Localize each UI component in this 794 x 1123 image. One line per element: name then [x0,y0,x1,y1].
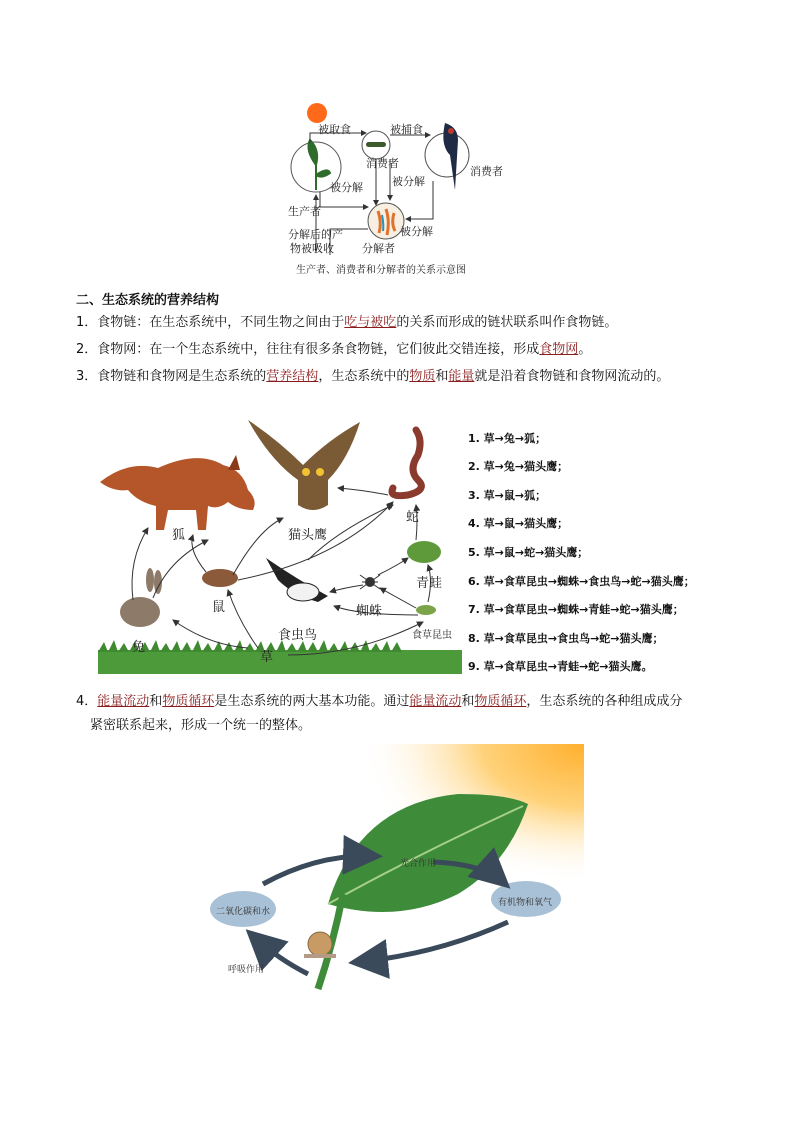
grass-icon [98,650,462,674]
label-organic-oxygen: 有机物和氧气 [498,898,553,908]
label-bird: 食虫鸟 [278,628,318,643]
p3-term-3: 能量 [448,369,475,384]
chain-item: 8. 草→食草昆虫→食虫鸟→蛇→猫头鹰； [468,632,664,645]
label-captured: 被捕食 [390,123,423,136]
p4-term-2: 物质循环 [162,694,215,709]
p3-term-2: 物质 [409,369,436,384]
section-heading: 二、生态系统的营养结构 [76,293,220,308]
label-insect: 食草昆虫 [412,630,452,641]
p2-num: 2． [76,342,98,357]
p1-term: 吃与被吃 [344,315,397,330]
rat-icon [202,569,238,587]
p3-text-b: ，生态系统中的 [318,369,410,384]
label-snake: 蛇 [406,510,420,525]
sun-icon [307,103,327,123]
p3-text-a: 食物链和食物网是生态系统的 [97,369,267,384]
label-owl: 猫头鹰 [288,528,328,543]
spider-icon [360,575,380,589]
label-consumer-small: 消费者 [366,157,399,170]
label-producer: 生产者 [288,205,321,218]
plant-icon [308,140,330,190]
p2-term: 食物网 [539,342,579,357]
label-decomposed-3: 被分解 [400,225,433,238]
paragraph-3 [76,368,669,386]
p2-text-a: 食物网：在一个生态系统中，往往有很多条食物链，它们彼此交错连接，形成 [97,342,540,357]
herbivorous-insect-icon [416,605,436,615]
snake-icon [392,430,421,496]
label-decomposed-1: 被分解 [330,181,363,194]
label-spider: 蜘蛛 [356,604,383,619]
label-decomposed-2: 被分解 [392,175,425,188]
paragraph-1 [76,314,617,332]
food-web-figure [98,410,462,676]
chain-item: 1. 草→兔→狐； [468,432,547,445]
caterpillar-icon [366,142,386,147]
label-consumer-bird: 消费者 [470,165,503,178]
p3-text-c: 和 [435,369,449,384]
chain-item: 5. 草→鼠→蛇→猫头鹰； [468,546,589,559]
insectivorous-bird-icon [266,558,328,602]
label-absorbed-line1: 分解后的产 [288,228,343,241]
label-decomposer: 分解者 [362,242,395,255]
chain-item: 7. 草→食草昆虫→蜘蛛→青蛙→蛇→猫头鹰； [468,603,684,616]
paragraph-4 [76,690,736,738]
cycle-figure [208,744,584,994]
p3-term-1: 营养结构 [266,369,319,384]
p4-text-b: ，生态系统的各种组成成分 [526,694,683,709]
p4-and-2: 和 [461,694,475,709]
p1-num: 1． [76,315,98,330]
owl-icon [248,420,360,510]
p4-line-1 [76,690,736,714]
p4-term-1: 能量流动 [97,694,150,709]
p4-and-1: 和 [149,694,163,709]
chain-item: 6. 草→食草昆虫→蜘蛛→食虫鸟→蛇→猫头鹰； [468,575,695,588]
p1-text-a: 食物链：在生态系统中，不同生物之间由于 [97,315,345,330]
label-respiration: 呼吸作用 [228,965,265,975]
p2-text-b: 。 [578,342,592,357]
chain-item: 4. 草→鼠→猫头鹰； [468,517,569,530]
p4-num: 4． [76,694,98,709]
p4-term-4: 物质循环 [474,694,527,709]
label-frog: 青蛙 [416,576,443,591]
p3-text-d: 就是沿着食物链和食物网流动的。 [474,369,670,384]
label-grass: 草 [260,650,274,665]
label-rabbit: 兔 [132,640,146,655]
chain-item: 9. 草→食草昆虫→青蛙→蛇→猫头鹰。 [468,660,653,673]
figure1-caption: 生产者、消费者和分解者的关系示意图 [296,265,466,276]
label-absorbed-line2: 物被吸收 [290,242,334,255]
p1-text-b: 的关系而形成的链状联系叫作食物链。 [396,315,618,330]
p4-line-2: 紧密联系起来，形成一个统一的整体。 [90,718,312,733]
label-rat: 鼠 [212,600,226,615]
chain-item: 2. 草→兔→猫头鹰； [468,460,569,473]
fox-icon [100,455,255,530]
chain-item: 3. 草→鼠→狐； [468,489,547,502]
p3-num: 3． [76,369,98,384]
label-co2-water: 二氧化碳和水 [216,907,271,917]
p4-term-3: 能量流动 [409,694,462,709]
rabbit-icon [120,568,162,627]
label-fox: 狐 [172,528,186,543]
frog-icon [407,541,441,563]
label-photosynthesis: 光合作用 [400,859,437,869]
p4-text-a: 是生态系统的两大基本功能。通过 [214,694,410,709]
figure-producer-consumer-decomposer [280,95,520,275]
cycle-illustration [208,744,584,994]
label-eaten: 被取食 [318,123,351,136]
paragraph-2 [76,341,591,359]
